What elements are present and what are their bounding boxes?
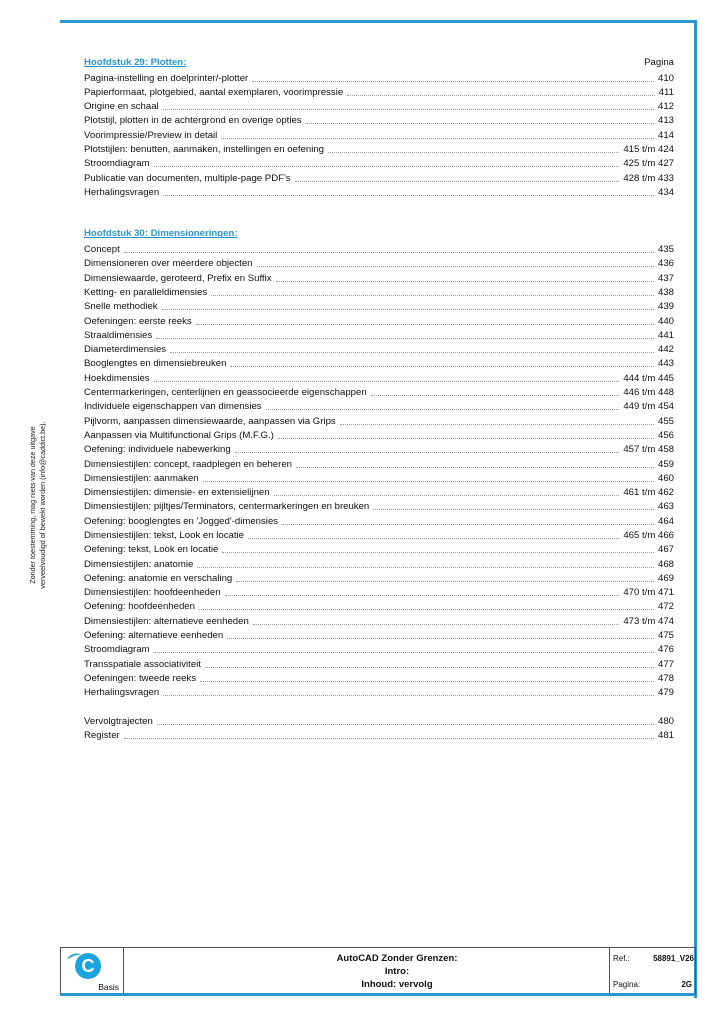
toc-entry-page: 457 t/m 458 <box>623 444 674 456</box>
spacer <box>84 699 674 714</box>
toc-entry-page: 438 <box>657 286 674 298</box>
toc-entry[interactable] <box>84 685 674 699</box>
toc-entry[interactable] <box>84 127 674 141</box>
toc-entry-title: Oefening: individuele nabewerking <box>84 444 231 456</box>
toc-entry-title: Plotstijlen: benutten, aanmaken, instellingen en oefening <box>84 144 325 156</box>
chapter-29-entries <box>84 70 674 199</box>
dot-leader <box>347 94 655 96</box>
toc-entry-title: Oefening: booglengtes en 'Jogged'-dimensies <box>84 515 279 527</box>
dot-leader <box>197 566 654 568</box>
toc-entry-title: Oefeningen: eerste reeks <box>84 315 192 327</box>
toc-entry-page: 469 <box>657 572 674 584</box>
toc-entry-title: Voorimpressie/Preview in detail <box>84 129 218 141</box>
spacer <box>84 213 674 227</box>
dot-leader <box>235 451 620 453</box>
toc-entry-title: Publicatie van documenten, multiple-page PDF's <box>84 172 291 184</box>
book-subtitle: Intro: <box>384 966 410 977</box>
dot-leader <box>154 165 620 167</box>
dot-leader <box>373 508 654 510</box>
dot-leader <box>199 608 654 610</box>
ref-value: 58891_V26 <box>653 954 694 963</box>
toc-entry[interactable] <box>84 385 674 399</box>
toc-entry-title: Dimensiestijlen: dimensie- en extensielijnen <box>84 487 270 499</box>
toc-entry[interactable] <box>84 70 674 84</box>
dot-leader <box>156 337 654 339</box>
footer-title-cell <box>123 948 671 994</box>
chapter-30-header <box>84 227 674 241</box>
toc-entry[interactable] <box>84 242 674 256</box>
dot-leader <box>211 294 654 296</box>
toc-entry-title: Register <box>84 730 120 742</box>
toc-entry-page: 456 <box>657 429 674 441</box>
toc-entry-title: Stroomdiagram <box>84 158 150 170</box>
dot-leader <box>205 666 654 668</box>
toc-entry-title: Dimensiestijlen: concept, raadplegen en beheren <box>84 458 292 470</box>
toc-entry-title: Herhalingsvragen <box>84 687 160 699</box>
toc-entry-title: Pagina-instelling en doelprinter/-plotter <box>84 72 249 84</box>
toc-entry[interactable] <box>84 642 674 656</box>
toc-entry-page: 434 <box>657 186 674 198</box>
book-title: AutoCAD Zonder Grenzen: <box>336 953 458 964</box>
dot-leader <box>154 651 654 653</box>
dot-leader <box>340 423 654 425</box>
toc-entry-title: Transspatiale associativiteit <box>84 658 201 670</box>
caddict-logo-icon: C <box>75 953 101 979</box>
right-border <box>694 20 697 998</box>
toc-entry-title: Dimensiestijlen: aanmaken <box>84 472 199 484</box>
dot-leader <box>200 680 654 682</box>
toc-entry[interactable] <box>84 142 674 156</box>
toc-entry-page: 479 <box>657 687 674 699</box>
toc-entry-title: Stroomdiagram <box>84 644 150 656</box>
dot-leader <box>163 694 654 696</box>
copyright-line-1: Zonder toestemming, mag niets van deze uitgave <box>28 426 37 584</box>
toc-entry[interactable] <box>84 599 674 613</box>
toc-entry[interactable] <box>84 342 674 356</box>
toc-entry[interactable] <box>84 170 674 184</box>
dot-leader <box>274 494 620 496</box>
toc-entry-page: 449 t/m 454 <box>623 401 674 413</box>
toc-entry-page: 481 <box>657 730 674 742</box>
footer-ref-cell <box>609 948 698 994</box>
toc-entry-title: Dimensiestijlen: pijltjes/Terminators, centermarkeringen en breuken <box>84 501 370 513</box>
top-border <box>60 20 696 23</box>
toc-entry[interactable] <box>84 356 674 370</box>
toc-entry-title: Dimensioneren over meerdere objecten <box>84 258 253 270</box>
toc-entry[interactable] <box>84 156 674 170</box>
toc-entry[interactable] <box>84 328 674 342</box>
chapter-29-title[interactable]: Hoofdstuk 29: Plotten: <box>84 57 187 68</box>
toc-entry-page: 414 <box>657 129 674 141</box>
toc-entry[interactable] <box>84 413 674 427</box>
dot-leader <box>222 551 654 553</box>
toc-entry[interactable] <box>84 428 674 442</box>
dot-leader <box>236 580 654 582</box>
page-label: Pagina: <box>613 980 641 989</box>
section-title: Inhoud: vervolg <box>361 979 433 990</box>
toc-entry-title: Dimensiestijlen: anatomie <box>84 558 194 570</box>
toc-entry-title: Papierformaat, plotgebied, aantal exemplaren, voorimpressie <box>84 86 344 98</box>
toc-entry-title: Oefening: tekst, Look en locatie <box>84 544 219 556</box>
dot-leader <box>163 194 654 196</box>
toc-entry-page: 413 <box>657 115 674 127</box>
toc-entry[interactable] <box>84 185 674 199</box>
dot-leader <box>276 280 654 282</box>
toc-entry-page: 412 <box>657 101 674 113</box>
toc-entry-title: Dimensiestijlen: hoofdeenheden <box>84 587 221 599</box>
toc-entry[interactable] <box>84 571 674 585</box>
toc-entry-title: Hoekdimensies <box>84 372 150 384</box>
toc-entry-page: 478 <box>657 672 674 684</box>
toc-entry-page: 441 <box>657 329 674 341</box>
dot-leader <box>253 623 620 625</box>
dot-leader <box>124 737 654 739</box>
toc-entry-page: 410 <box>657 72 674 84</box>
toc-entry-page: 442 <box>657 344 674 356</box>
toc-entry[interactable] <box>84 299 674 313</box>
toc-entry-page: 440 <box>657 315 674 327</box>
toc-entry[interactable] <box>84 456 674 470</box>
toc-entry-title: Straaldimensies <box>84 329 153 341</box>
toc-entry[interactable] <box>84 499 674 513</box>
toc-entry-page: 455 <box>657 415 674 427</box>
chapter-30-entries <box>84 242 674 700</box>
dot-leader <box>248 537 619 539</box>
dot-leader <box>154 380 620 382</box>
toc-entry-title: Pijlvorm, aanpassen dimensiewaarde, aanpassen via Grips <box>84 415 336 427</box>
toc-entry[interactable] <box>84 113 674 127</box>
copyright-line-2: verveelvoudigd of bewekt worden (info@caddict.be). <box>38 421 47 589</box>
spacer <box>84 199 674 214</box>
toc-entry-title: Ketting- en paralleldimensies <box>84 286 208 298</box>
dot-leader <box>196 323 654 325</box>
dot-leader <box>306 122 654 124</box>
dot-leader <box>257 265 654 267</box>
toc-entry[interactable] <box>84 714 674 728</box>
toc-entry-title: Booglengtes en dimensiebreuken <box>84 358 227 370</box>
toc-entry-page: 415 t/m 424 <box>623 144 674 156</box>
chapter-29-header <box>84 56 674 70</box>
toc-entry[interactable] <box>84 256 674 270</box>
toc-entry-title: Vervolgtrajecten <box>84 716 153 728</box>
dot-leader <box>296 466 654 468</box>
toc-entry[interactable] <box>84 471 674 485</box>
dot-leader <box>266 408 620 410</box>
toc-entry[interactable] <box>84 728 674 742</box>
dot-leader <box>230 365 654 367</box>
toc-entry-page: 477 <box>657 658 674 670</box>
toc-entry[interactable] <box>84 556 674 570</box>
toc-entry-page: 425 t/m 427 <box>623 158 674 170</box>
toc-entry-page: 411 <box>658 86 674 98</box>
toc-entry[interactable] <box>84 270 674 284</box>
toc-entry-title: Diameterdimensies <box>84 344 167 356</box>
toc-entry-title: Dimensiestijlen: alternatieve eenheden <box>84 615 249 627</box>
dot-leader <box>252 80 654 82</box>
toc-entry-page: 446 t/m 448 <box>623 387 674 399</box>
toc-entry[interactable] <box>84 656 674 670</box>
toc-entry[interactable] <box>84 285 674 299</box>
toc-entry[interactable] <box>84 585 674 599</box>
dot-leader <box>282 523 654 525</box>
dot-leader <box>328 151 619 153</box>
toc-entry-page: 468 <box>657 558 674 570</box>
toc-entry-title: Centermarkeringen, centerlijnen en geassocieerde eigenschappen <box>84 387 367 399</box>
toc-entry-page: 472 <box>657 601 674 613</box>
page-column-label: Pagina <box>644 57 674 68</box>
toc-entry-title: Snelle methodiek <box>84 301 158 313</box>
dot-leader <box>227 637 654 639</box>
dot-leader <box>371 394 620 396</box>
toc-entry-title: Herhalingsvragen <box>84 186 160 198</box>
dot-leader <box>225 594 620 596</box>
toc-entry[interactable] <box>84 485 674 499</box>
toc-entry-page: 464 <box>657 515 674 527</box>
page-footer <box>60 947 696 996</box>
chapter-30-title[interactable]: Hoofdstuk 30: Dimensioneringen: <box>84 228 238 240</box>
toc-entry[interactable] <box>84 85 674 99</box>
toc-entry[interactable] <box>84 513 674 527</box>
toc-entry[interactable] <box>84 542 674 556</box>
toc-entry[interactable] <box>84 628 674 642</box>
toc-entry-title: Individuele eigenschappen van dimensies <box>84 401 262 413</box>
toc-entry-page: 443 <box>657 358 674 370</box>
toc-entry-page: 428 t/m 433 <box>623 172 674 184</box>
toc-entry-page: 435 <box>657 244 674 256</box>
dot-leader <box>124 251 654 253</box>
ref-label: Ref.: <box>613 954 630 963</box>
toc-entry-page: 463 <box>657 501 674 513</box>
toc-entry[interactable] <box>84 313 674 327</box>
dot-leader <box>221 137 654 139</box>
toc-entry[interactable] <box>84 442 674 456</box>
closing-entries <box>84 714 674 743</box>
toc-entry-title: Dimensiestijlen: tekst, Look en locatie <box>84 530 244 541</box>
toc-entry[interactable] <box>84 399 674 413</box>
toc-entry-title: Dimensiewaarde, geroteerd, Prefix en Suffix <box>84 272 272 284</box>
page-value: 2G <box>681 980 692 989</box>
toc-entry-page: 437 <box>657 272 674 284</box>
toc-entry-page: 473 t/m 474 <box>623 615 674 627</box>
toc-entry-page: 436 <box>657 258 674 270</box>
toc-entry-page: 461 t/m 462 <box>623 487 674 499</box>
dot-leader <box>163 108 654 110</box>
toc-entry[interactable] <box>84 528 674 542</box>
toc-entry[interactable] <box>84 370 674 384</box>
toc-entry-page: 467 <box>657 544 674 556</box>
dot-leader <box>278 437 654 439</box>
toc-entry-title: Origine en schaal <box>84 101 159 113</box>
dot-leader <box>295 180 620 182</box>
toc-entry-page: 480 <box>657 716 674 728</box>
dot-leader <box>170 351 654 353</box>
copyright-note <box>28 395 48 615</box>
toc-entry-title: Concept <box>84 244 120 256</box>
toc-entry-page: 465 t/m 466 <box>623 530 674 541</box>
toc-entry-page: 470 t/m 471 <box>623 587 674 599</box>
level-label: Basis <box>98 982 119 992</box>
toc-entry[interactable] <box>84 671 674 685</box>
toc-entry-page: 439 <box>657 301 674 313</box>
toc-entry-title: Plotstijl, plotten in de achtergrond en overige opties <box>84 115 302 127</box>
dot-leader <box>162 308 654 310</box>
toc-entry[interactable] <box>84 613 674 627</box>
toc-entry-page: 459 <box>657 458 674 470</box>
toc-entry-page: 444 t/m 445 <box>623 372 674 384</box>
toc-entry-title: Oefeningen: tweede reeks <box>84 672 197 684</box>
toc-entry-page: 460 <box>657 472 674 484</box>
table-of-contents <box>84 56 674 742</box>
toc-entry-title: Oefening: anatomie en verschaling <box>84 572 233 584</box>
toc-entry-page: 476 <box>657 644 674 656</box>
logo-cell <box>61 948 124 994</box>
toc-entry[interactable] <box>84 99 674 113</box>
toc-entry-page: 475 <box>657 630 674 642</box>
dot-leader <box>203 480 654 482</box>
toc-entry-title: Oefening: alternatieve eenheden <box>84 630 224 642</box>
dot-leader <box>157 723 654 725</box>
toc-entry-title: Aanpassen via Multifunctional Grips (M.F.G.) <box>84 429 274 441</box>
toc-entry-title: Oefening: hoofdeenheden <box>84 601 195 613</box>
